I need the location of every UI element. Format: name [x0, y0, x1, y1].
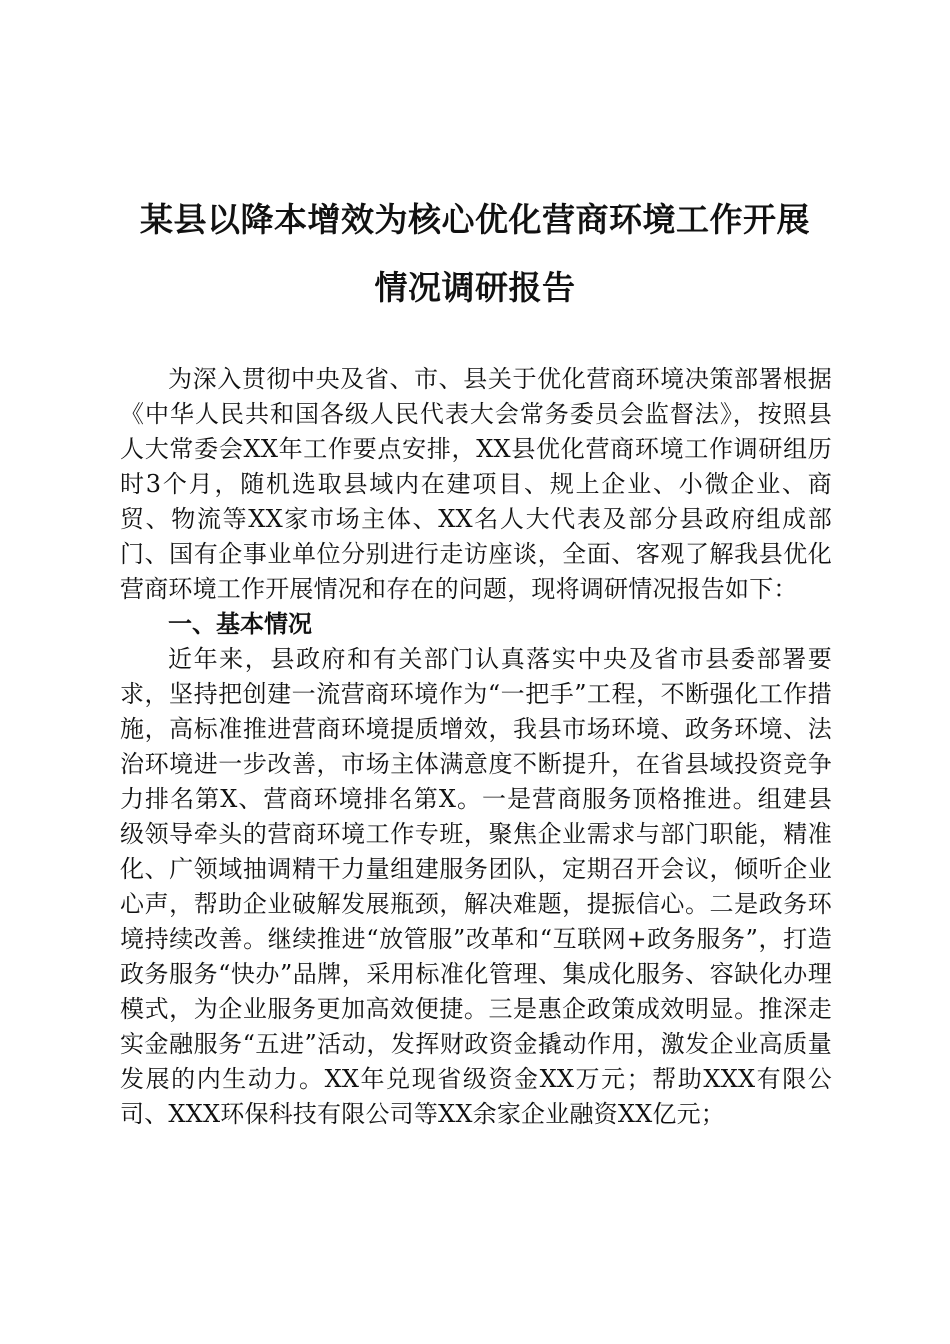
basic-situation-paragraph: 近年来，县政府和有关部门认真落实中央及省市县委部署要求，坚持把创建一流营商环境作为“一把手”工程，不断强化工作措施，高标准推进营商环境提质增效，我县市场环境、政务环境、法治环境进一步改善，市场主体满意度不断提升，在省县域投资竞争力排名第X、营商环境排名第X。一是营商服务顶格推进。组建县级领导牵头的营商环境工作专班，聚焦企业需求与部门职能，精准化、广领域抽调精干力量组建服务团队，定期召开会议，倾听企业心声，帮助企业破解发展瓶颈，解决难题，提振信心。二是政务环境持续改善。继续推进“放管服”改革和“互联网+政务服务”，打造政务服务“快办”品牌，采用标准化管理、集成化服务、容缺化办理模式，为企业服务更加高效便捷。三是惠企政策成效明显。推深走实金融服务“五进”活动，发挥财政资金撬动作用，激发企业高质量发展的内生动力。XX年兑现省级资金XX万元；帮助XXX有限公司、XXX环保科技有限公司等XX余家企业融资XX亿元；	[120, 645, 832, 1128]
document-body	[120, 362, 832, 1132]
intro-paragraph: 为深入贯彻中央及省、市、县关于优化营商环境决策部署根据《中华人民共和国各级人民代表大会常务委员会监督法》，按照县人大常委会XX年工作要点安排，XX县优化营商环境工作调研组历时3个月，随机选取县域内在建项目、规上企业、小微企业、商贸、物流等XX家市场主体、XX名人大代表及部分县政府组成部门、国有企事业单位分别进行走访座谈，全面、客观了解我县优化营商环境工作开展情况和存在的问题，现将调研情况报告如下：	[120, 365, 832, 603]
document-title-line-2: 情况调研报告	[374, 268, 576, 307]
document-title-line-1: 某县以降本增效为核心优化营商环境工作开展	[140, 200, 810, 239]
section-heading-basic-situation: 一、基本情况	[168, 610, 312, 638]
